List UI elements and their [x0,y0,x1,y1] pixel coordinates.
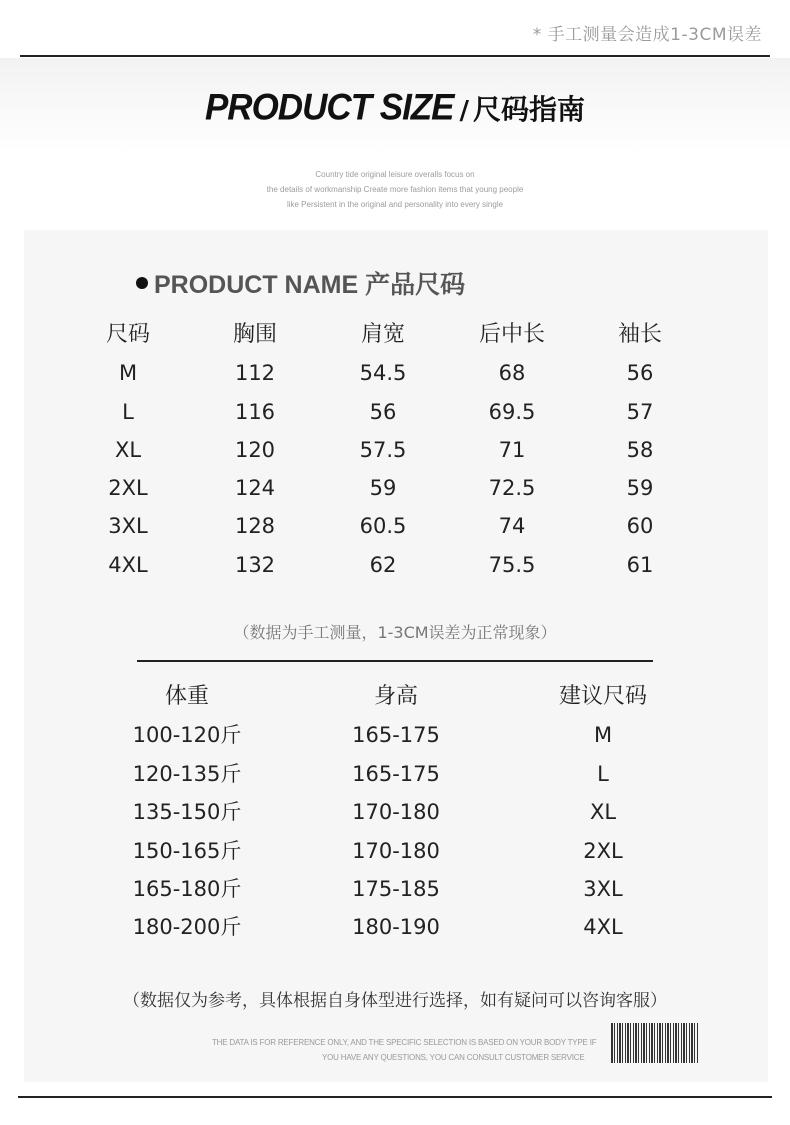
table-cell: 59 [626,476,654,501]
table-cell: 180-200斤 [132,915,242,940]
header-cell-size: 尺码 [105,322,151,347]
section-title [136,265,465,301]
header-cell-suggested-size: 建议尺码 [558,684,648,709]
table-cell: 116 [234,399,276,424]
section-title-text: PRODUCT NAME 产品尺码 [154,271,466,299]
table-cell: 165-175 [352,723,440,748]
bottom-divider [18,1096,772,1098]
table-cell: 4XL [583,915,623,940]
table-cell: 120-135斤 [132,761,242,786]
measurement-error-note: * 手工测量会造成1-3CM误差 [532,25,762,45]
page-title-en: PRODUCT SIZE [204,87,454,128]
table-cell: 165-180斤 [132,876,242,901]
table-cell: XL [114,437,142,462]
header-cell-shoulder: 肩宽 [360,322,406,347]
barcode-icon [611,1023,699,1063]
table-cell: L [122,399,134,424]
table-cell: 60.5 [359,514,407,539]
table-row [0,834,790,872]
table-cell: 124 [234,476,276,501]
table-cell: 58 [626,437,654,462]
table-row [0,395,790,433]
table-cell: 175-185 [352,876,440,901]
table-cell: 57 [626,399,654,424]
table-cell: 135-150斤 [132,800,242,825]
table-cell: 72.5 [488,476,536,501]
table-cell: 132 [234,552,276,577]
table-cell: 54.5 [359,361,407,386]
table-row [0,718,790,756]
table-cell: 74 [498,514,526,539]
table-row [0,795,790,833]
header-cell-sleeve: 袖长 [617,322,663,347]
table-cell: XL [589,800,617,825]
table-cell: M [593,723,613,748]
table-row [0,356,790,394]
fine-print-line: YOU HAVE ANY QUESTIONS, YOU CAN CONSULT CUSTOMER SERVICE [322,1053,585,1062]
bullet-icon [136,277,148,289]
fine-print-line: THE DATA IS FOR REFERENCE ONLY, AND THE SPECIFIC SELECTION IS BASED ON YOUR BODY TYPE IF [212,1038,597,1047]
table-cell: 2XL [108,476,148,501]
page-title-cn: 尺码指南 [473,93,586,126]
table-row [0,910,790,948]
table-cell: 180-190 [352,915,440,940]
header-cell-length: 后中长 [478,322,546,347]
recommendation-table [0,680,790,949]
table-cell: 59 [369,476,397,501]
table-cell: 150-165斤 [132,838,242,863]
table-row [0,757,790,795]
table-cell: 112 [234,361,276,386]
recommendation-note: （数据仅为参考，具体根据自身体型进行选择，如有疑问可以咨询客服） [123,991,667,1011]
table-cell: 56 [626,361,654,386]
tagline-line: Country tide original leisure overalls focus on [315,170,475,179]
table-cell: 4XL [108,552,148,577]
table-row [0,433,790,471]
table-cell: 120 [234,437,276,462]
tagline-line: like Persistent in the original and personality into every single [286,200,504,209]
page-title-separator: / [459,96,470,126]
table-row [0,548,790,586]
table-cell: 62 [369,552,397,577]
size-table [0,318,790,586]
size-table-note: （数据为手工测量，1-3CM误差为正常现象） [233,623,557,642]
table-cell: 75.5 [488,552,536,577]
table-cell: 60 [626,514,654,539]
page-title [0,88,790,128]
table-cell: 100-120斤 [132,723,242,748]
table-cell: 170-180 [352,838,440,863]
header-cell-weight: 体重 [164,684,210,709]
table-cell: 71 [498,437,526,462]
footer-fine-print [212,1035,596,1065]
table-header-row [0,680,790,718]
table-cell: 3XL [108,514,148,539]
table-cell: M [118,361,138,386]
table-header-row [0,318,790,356]
table-cell: 3XL [583,876,623,901]
top-divider [20,55,770,57]
tagline-line: the details of workmanship Create more fashion items that young people [266,185,524,194]
header-cell-height: 身高 [373,684,419,709]
table-cell: 128 [234,514,276,539]
table-cell: 56 [369,399,397,424]
table-cell: L [597,761,609,786]
middle-divider [137,660,653,662]
table-cell: 165-175 [352,761,440,786]
table-row [0,471,790,509]
table-cell: 69.5 [488,399,536,424]
header-cell-chest: 胸围 [232,322,278,347]
table-cell: 61 [626,552,654,577]
table-row [0,509,790,547]
table-row [0,872,790,910]
table-cell: 170-180 [352,800,440,825]
table-cell: 68 [498,361,526,386]
tagline [0,167,790,212]
table-cell: 57.5 [359,437,407,462]
table-cell: 2XL [583,838,623,863]
